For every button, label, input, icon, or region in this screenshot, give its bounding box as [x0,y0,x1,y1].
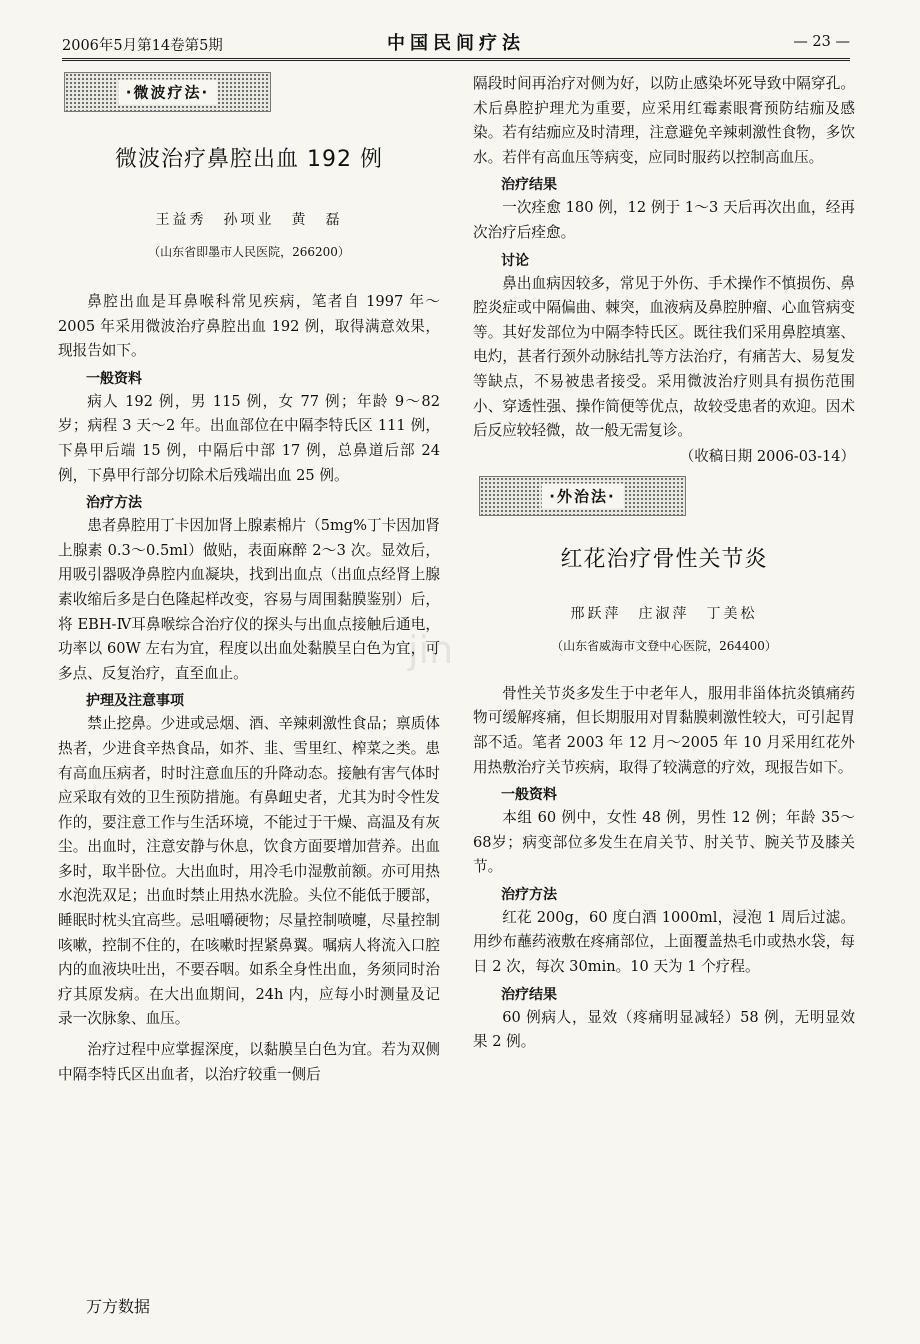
article1-care: 禁止挖鼻。少进或忌烟、酒、辛辣刺激性食品；禀质体热者，少进食辛热食品，如芥、韭、雪里红、榨菜之类。患有高血压病者，时时注意血压的升降动态。接触有害气体时应采取有效的卫生预防措施。有鼻衄史者，尤其为时令性发作的，要注意工作与生活环境，不能过于干燥、高温及有灰尘。出血时，注意安静与休息，饮食方面要增加营养。出血多时，取半卧位。大出血时，用冷毛巾湿敷前额。亦可用热水泡洗双足；出血时禁止用热水洗脸。头位不能低于腰部，睡眠时枕头宜高些。忌咀嚼硬物；尽量控制喷嚏，尽量控制咳嗽，控制不住的，在咳嗽时捏紧鼻翼。嘱病人将流入口腔内的血液块吐出，不要吞咽。如系全身性出血，务须同时治疗其原发病。在大出血期间，24h 内，应每小时测量及记录一次脉象、血压。 [58,715,440,1028]
page-header [62,28,850,61]
article2-method-heading: 治疗方法 [501,886,557,903]
article1-result-heading: 治疗结果 [501,177,557,194]
issue-info: 2006年5月第14卷第5期 [62,38,223,54]
journal-name: 中国民间疗法 [387,33,525,54]
article2-general: 本组 60 例中，女性 48 例，男性 12 例；年龄 35～68岁；病变部位多发生在肩关节、肘关节、腕关节及膝关节。 [473,809,855,876]
article2-result: 60 例病人，显效（疼痛明显减轻）58 例，无明显效果 2 例。 [473,1008,855,1051]
article1-care2-continued: 隔段时间再治疗对侧为好，以防止感染坏死导致中隔穿孔。术后鼻腔护理尤为重要，应采用红霉素眼膏预防结痂及感染。若有结痂应及时清理，注意避免辛辣刺激性食物，多饮水。若伴有高血压等病变，应同时服药以控制高血压。 [473,75,855,166]
article2-affiliation: （山东省威海市文登中心医院，264400） [551,638,777,653]
article1-general: 病人 192 例，男 115 例，女 77 例；年龄 9～82 岁；病程 3 天～2 年。出血部位在中隔李特氏区 111 例，下鼻甲后端 15 例，中隔后中部 17 例，总鼻道后部 24 例，下鼻甲行部分切除术后残端出血 25 例。 [58,392,440,484]
article1-title: 微波治疗鼻腔出血 192 例 [115,147,383,172]
left-column [58,72,440,1087]
section-banner-label: ·微波疗法· [118,80,217,105]
article2-title: 红花治疗骨性关节炎 [560,546,768,572]
article1-care2: 治疗过程中应掌握深度，以黏膜呈白色为宜。若为双侧中隔李特氏区出血者，以治疗较重一侧后 [58,1041,440,1083]
article1-authors: 王益秀 孙项业 黄 磊 [155,212,343,228]
article1-discussion: 鼻出血病因较多，常见于外伤、手术操作不慎损伤、鼻腔炎症或中隔偏曲、棘突，血液病及鼻腔肿瘤、心血管病变等。其好发部位为中隔李特氏区。既往我们采用鼻腔填塞、电灼，甚者行颈外动脉结扎等方法治疗，有痛苦大、易复发等缺点，不易被患者接受。采用微波治疗则具有损伤范围小、穿透性强、操作简便等优点，故较受患者的欢迎。因术后反应较轻微，故一般无需复诊。 [473,274,855,440]
right-column [473,72,855,1055]
article2-intro: 骨性关节炎多发生于中老年人，服用非甾体抗炎镇痛药物可缓解疼痛，但长期服用对胃黏膜刺激性较大，可引起胃部不适。笔者 2003 年 12 月～2005 年 10 月采用红花外用热敷治疗关节疾病，取得了较满意的疗效，现报告如下。 [473,684,855,776]
article2-method: 红花 200g，60 度白酒 1000ml，浸泡 1 周后过滤。用纱布蘸药液敷在疼痛部位，上面覆盖热毛巾或热水袋，每日 2 次，每次 30min。10 天为 1 个疗程。 [473,908,855,976]
article2-general-heading: 一般资料 [501,787,557,804]
article1-method-heading: 治疗方法 [86,495,142,512]
page-number: — 23 — [793,34,850,50]
article1-intro: 鼻腔出血是耳鼻喉科常见疾病，笔者自 1997 年～2005 年采用微波治疗鼻腔出血 192 例，取得满意效果，现报告如下。 [58,293,440,360]
received-date: （收稿日期 2006-03-14） [679,448,855,465]
article1-method: 患者鼻腔用丁卡因加肾上腺素棉片（5mg%丁卡因加肾上腺素 0.3～0.5ml）做贴，表面麻醉 2～3 次。显效后，用吸引器吸净鼻腔内血凝块，找到出血点（出血点经肾上腺素收缩后多是白色隆起样改变，容易与周围黏膜鉴别）后，将 EBH-Ⅳ耳鼻喉综合治疗仪的探头与出血点接触后通电，功率以 60W 左右为宜，程度以出血处黏膜呈白色为宜，可多点、反复治疗，直至血止。 [58,517,440,682]
article1-discussion-heading: 讨论 [501,252,529,269]
article1-affiliation: （山东省即墨市人民医院，266200） [148,245,350,259]
watermark: jin [408,628,454,672]
article2-authors: 邢跃萍 庄淑萍 丁美松 [570,605,758,622]
section-banner-external [479,476,686,516]
article1-result: 一次痊愈 180 例，12 例于 1～3 天后再次出血，经再次治疗后痊愈。 [473,199,855,241]
article1-general-heading: 一般资料 [86,370,142,387]
article2-result-heading: 治疗结果 [501,986,557,1003]
section-banner-label: ·外治法· [541,483,623,508]
footer-source: 万方数据 [86,1297,151,1316]
article1-care-heading: 护理及注意事项 [86,693,184,710]
section-banner-microwave [64,72,271,112]
